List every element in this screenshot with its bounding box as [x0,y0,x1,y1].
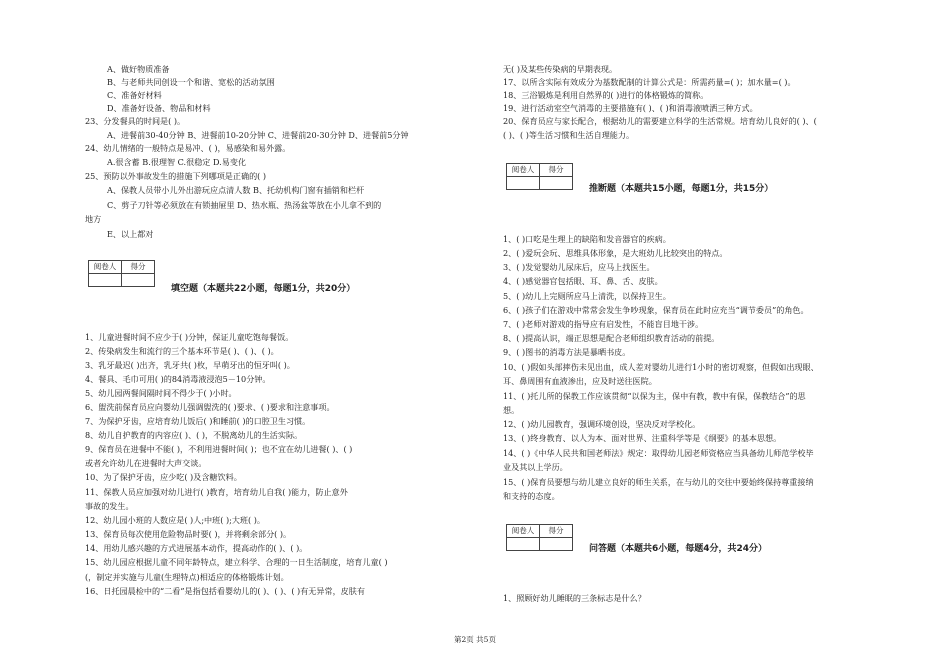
question-line: 想。 [503,405,520,415]
question-line: 5、( )幼儿上完厕所应马上清洗，以保持卫生。 [503,291,671,301]
question-line: 16、日托园晨检中的“二看”是指包括看婴幼儿的( )、( )、( )有无异常，皮肤有 [85,586,365,596]
question-line: 13、保育员每次使用危险物品时要( )，并将剩余部分( )。 [85,529,292,539]
question-line: 19、进行活动室空气消毒的主要措施有( )、( )和消毒液喷洒三种方式。 [503,103,758,113]
grader-label: 阅卷人 [507,525,540,538]
option-line: D、准备好设备、物品和材料 [107,103,211,113]
question-line: 2、传染病发生和流行的三个基本环节是( )、( )、( )。 [85,346,279,356]
question-line: 7、为保护牙齿，应培育幼儿饭后( )和睡前( )的口腔卫生习惯。 [85,416,311,426]
section-title-qa: 问答题（本题共6小题，每题4分，共24分） [589,544,768,554]
question-line: 9、( )图书的消毒方法是暴晒书皮。 [503,347,631,357]
question-line: 9、保育员在进餐中不能( )，不利用进餐时间( )；也不宜在幼儿进餐( )、( ) [85,444,353,454]
question-line: 20、保育员应与家长配合，根据幼儿的需要建立科学的生活常规。培育幼儿良好的( )、( [503,116,817,126]
question-line: 13、( )终身教育、以人为本、面对世界、注重科学等是《纲要》的基本思想。 [503,433,782,443]
question-line: 或者允许幼儿在进餐时大声交谈。 [85,458,207,468]
option-line: A、保教人员带小儿外出游玩应点清人数 B、托幼机构门窗有插销和栏杆 [107,185,365,195]
grader-box [88,260,155,287]
question-line: 6、盥洗前保育员应向婴幼儿强调盥洗的( )要求、( )要求和注意事项。 [85,402,335,412]
question-line: 8、幼儿自护教育的内容应( )、( )，不脱离幼儿的生活实际。 [85,430,303,440]
question-line: 4、( )感觉器官包括眼、耳、鼻、舌、皮肤。 [503,276,663,286]
question-line: 24、幼儿情绪的一般特点是易冲、( )，易感染和易外露。 [85,143,291,153]
question-line: 4、餐具、毛巾可用( )的84消毒液浸泡5－10分钟。 [85,374,271,384]
question-line: 14、用幼儿感兴趣的方式进展基本动作，提高动作的( )、( )。 [85,543,308,553]
question-line: 15、幼儿园应根据儿童不同年龄特点，建立科学、合理的一日生活制度，培育儿童( ) [85,557,388,567]
question-line: 和支持的态度。 [503,491,560,501]
question-line: 7、( )老师对游戏的指导应有启发性，不能盲目地干涉。 [503,319,704,329]
question-line: 3、( )发觉婴幼儿尿床后，应马上找医生。 [503,262,655,272]
option-line: 地方 [85,214,102,224]
question-line: 25、预防以外事故发生的措施下列哪项是正确的( ) [85,171,267,181]
question-line: (，制定并实施与儿童(生理特点)相适应的体格锻炼计划。 [85,572,289,582]
score-label: 得分 [540,525,573,538]
question-line: 18、三浴锻炼是利用自然界的( )进行的体格锻炼的简称。 [503,90,709,100]
option-line: A、做好物质准备 [107,64,170,74]
option-line: E、以上都对 [107,229,154,239]
question-line: 17、以所含实际有效成分为基数配制的计算公式是：所需药量=( )；加水量=( )。 [503,77,796,87]
question-line: 5、幼儿园两餐间隔时间不得少于( )小时。 [85,388,237,398]
option-line: A.很含蓄 B.很理智 C.很稳定 D.易变化 [107,157,247,167]
question-line: 无( )及某些传染病的早期表现。 [503,64,618,74]
option-line: B、与老师共同创设一个和谐、宽松的活动氛围 [107,77,275,87]
grader-label: 阅卷人 [89,261,122,274]
question-line: 1、儿童进餐时间不应少于( )分钟，保证儿童吃饱每餐饭。 [85,332,294,342]
question-line: 2、( )爱玩会玩、思维具体形象，是大班幼儿比较突出的特点。 [503,248,728,258]
option-line: C、准备好材料 [107,90,162,100]
section-title-fill: 填空题（本题共22小题，每题1分，共20分） [171,284,356,294]
question-line: 1、( )口吃是生理上的缺陷和发音器官的疾病。 [503,234,671,244]
question-line: 10、( )假如头部摔伤未见出血，成人差对婴幼儿进行1小时的密切观察，但假如出现眼、 [503,362,819,372]
question-line: 14、( )《中华人民共和国老师法》规定：取得幼儿园老师资格应当具备幼儿师范学校毕 [503,448,814,458]
question-line: 3、乳牙最迟( )出齐，乳牙共( )枚，早萌牙出的恒牙叫( )。 [85,360,295,370]
question-line: 12、幼儿园小班的人数应是( )人;中班( );大班( )。 [85,515,266,525]
section-title-judge: 推断题（本题共15小题，每题1分，共15分） [589,184,774,194]
question-line: 23、分发餐具的时间是( )。 [85,116,186,126]
question-line: 11、( )托儿所的保教工作应该贯彻“以保为主，保中有教，教中有保，保教结合”的思 [503,391,806,401]
question-line: 事故的发生。 [85,501,134,511]
question-line: 业及其以上学历。 [503,462,568,472]
option-line: C、剪子刀针等必须放在有锁抽屉里 D、热水瓶、热汤盆等放在小儿拿不到的 [107,200,382,210]
grader-box [506,524,573,551]
question-line: 8、( )提高认识，端正思想是配合老师组织教育活动的前提。 [503,333,720,343]
question-line: 10、为了保护牙齿，应少吃( )及含糖饮料。 [85,472,242,482]
question-line: 耳、鼻周围有血液渗出，应及时送往医院。 [503,376,657,386]
question-line: 15、( )保育员要想与幼儿建立良好的师生关系，在与幼儿的交往中要始终保持尊重接纳 [503,477,814,487]
page-footer: 第2页 共5页 [454,635,496,644]
question-line: ( )、( )等生活习惯和生活自理能力。 [503,130,635,140]
grader-label: 阅卷人 [507,164,540,177]
grader-box [506,163,573,190]
question-line: 1、照顾好幼儿睡眠的三条标志是什么？ [503,593,646,603]
question-line: 12、( )幼儿园教育，强调环境创设，坚决反对学校化。 [503,419,701,429]
score-label: 得分 [540,164,573,177]
score-label: 得分 [122,261,155,274]
option-line: A、进餐前30-40分钟 B、进餐前10-20分钟 C、进餐前20-30分钟 D、进餐前5分钟 [107,130,409,140]
question-line: 11、保教人员应加强对幼儿进行( )教育，培育幼儿自我( )能力，防止意外 [85,487,348,497]
question-line: 6、( )孩子们在游戏中常常会发生争吵现象，保育员在此时应充当“调节委员”的角色。 [503,305,809,315]
